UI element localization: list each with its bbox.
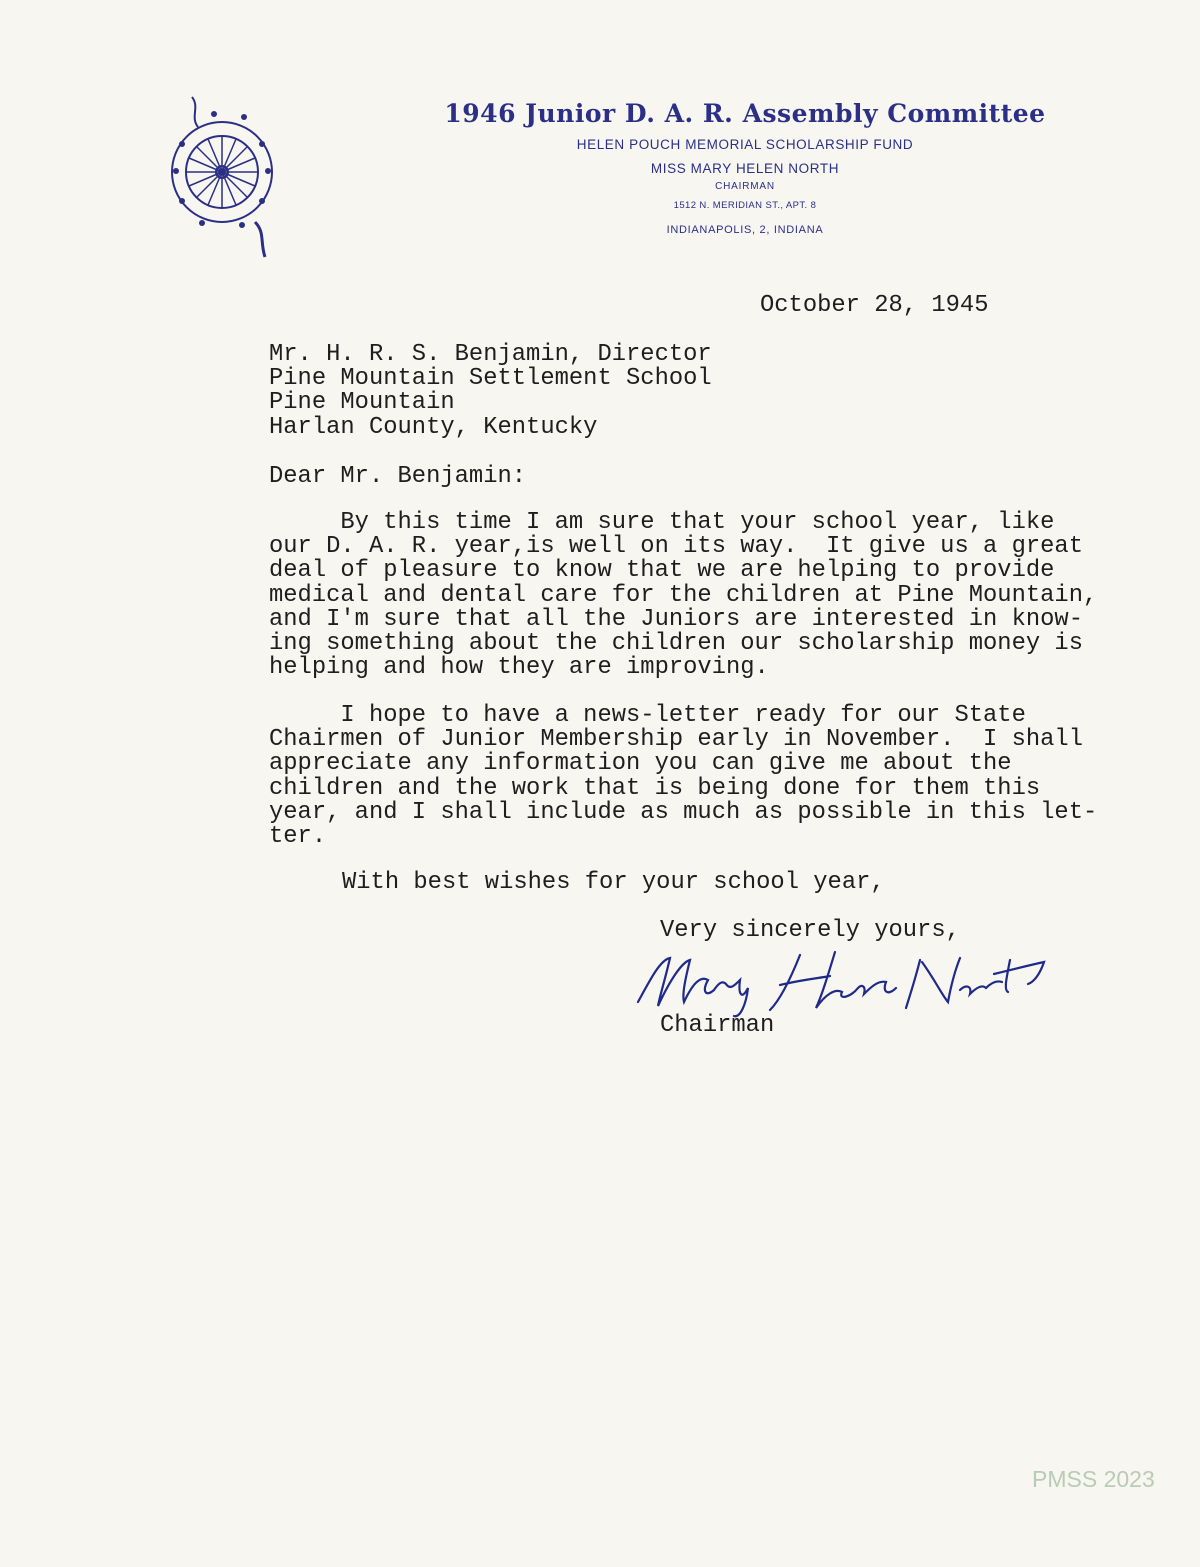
body-line: Chairmen of Junior Membership early in November. I shall <box>269 726 1083 754</box>
letterhead-name: MISS MARY HELEN NORTH <box>650 161 840 176</box>
body-line: medical and dental care for the children at Pine Mountain, <box>269 581 1098 609</box>
body-line: year, and I shall include as much as possible in this let- <box>269 798 1098 826</box>
body-line: our D. A. R. year,is well on its way. It give us a great <box>269 533 1083 561</box>
body-line: children and the work that is being done for them this <box>269 774 1041 802</box>
body-line: helping and how they are improving. <box>269 654 769 682</box>
letter-date: October 28, 1945 <box>760 292 989 319</box>
closing-line: With best wishes for your school year, <box>342 869 885 896</box>
address-line: Pine Mountain <box>269 389 455 417</box>
body-line: deal of pleasure to know that we are helping to provide <box>269 557 1055 585</box>
body-line: By this time I am sure that your school year, like <box>269 509 1055 536</box>
salutation: Dear Mr. Benjamin: <box>269 463 527 490</box>
address-line: Harlan County, Kentucky <box>269 413 598 441</box>
letterhead-city: INDIANAPOLIS, 2, INDIANA <box>666 224 824 236</box>
body-paragraph-1 <box>269 511 1097 680</box>
body-line: appreciate any information you can give me about the <box>269 750 1012 778</box>
address-line: Pine Mountain Settlement School <box>269 365 712 393</box>
body-line: I hope to have a news-letter ready for our State <box>269 702 1026 729</box>
valediction: Very sincerely yours, <box>660 917 960 944</box>
letterhead-fund: HELEN POUCH MEMORIAL SCHOLARSHIP FUND <box>576 137 914 152</box>
address-line: Mr. H. R. S. Benjamin, Director <box>269 341 712 368</box>
letterhead-address: 1512 N. MERIDIAN ST., APT. 8 <box>673 200 817 211</box>
letterhead-role: CHAIRMAN <box>715 181 775 192</box>
dar-seal-logo <box>160 92 290 262</box>
recipient-address <box>269 343 712 440</box>
signer-title: Chairman <box>660 1012 775 1039</box>
archive-watermark: PMSS 2023 <box>1032 1466 1155 1492</box>
body-paragraph-2 <box>269 704 1097 849</box>
handwritten-signature <box>630 940 1060 1020</box>
body-line: ing something about the children our scholarship money is <box>269 629 1083 657</box>
letterhead-title: 1946 Junior D. A. R. Assembly Committee <box>444 99 1046 128</box>
body-line: and I'm sure that all the Juniors are interested in know- <box>269 605 1083 633</box>
body-line: ter. <box>269 822 327 850</box>
